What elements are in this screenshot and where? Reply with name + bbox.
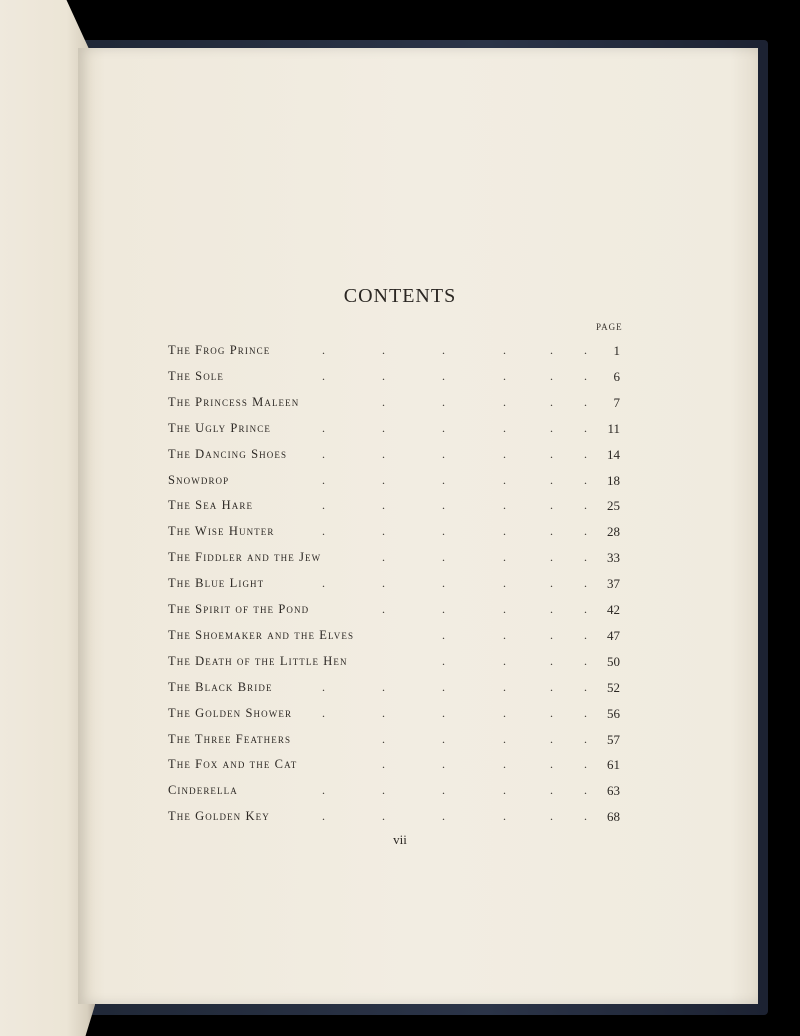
leader-dot: . xyxy=(442,343,445,357)
leader-dot: . xyxy=(382,498,385,513)
leader-dot: . xyxy=(442,783,445,798)
entry-page-number: 11 xyxy=(607,420,620,436)
leader-dot: . xyxy=(442,368,445,383)
contents-entry xyxy=(0,369,800,391)
entry-title: The Dancing Shoes xyxy=(168,446,288,461)
leader-dot: . xyxy=(442,498,445,513)
leader-dot: . xyxy=(550,524,553,539)
contents-entry xyxy=(0,550,800,572)
leader-dot: . xyxy=(442,576,445,591)
contents-entry xyxy=(0,732,800,754)
leader-dot: . xyxy=(550,627,553,642)
leader-dot: . xyxy=(550,602,553,616)
entry-title: The Wise Hunter xyxy=(168,524,275,539)
leader-dot: . xyxy=(503,705,506,720)
leader-dot: . xyxy=(382,394,385,409)
leader-dot: . xyxy=(442,602,445,616)
entry-title: Snowdrop xyxy=(168,472,230,487)
leader-dot: . xyxy=(550,576,553,591)
leader-dot: . xyxy=(550,757,553,772)
leader-dot: . xyxy=(382,472,385,487)
contents-entry xyxy=(0,783,800,805)
contents-entry xyxy=(0,343,800,365)
leader-dot: . xyxy=(442,653,445,668)
leader-dot: . xyxy=(550,731,553,746)
leader-dot: . xyxy=(584,576,587,591)
leader-dot: . xyxy=(584,731,587,746)
leader-dot: . xyxy=(503,550,506,565)
leader-dot: . xyxy=(442,550,445,565)
leader-dot: . xyxy=(584,368,587,383)
page-folio: vii xyxy=(393,832,407,847)
leader-dot: . xyxy=(322,343,325,357)
leader-dot: . xyxy=(584,446,587,461)
entry-title: The Shoemaker and the Elves xyxy=(168,627,355,642)
leader-dot: . xyxy=(442,472,445,487)
contents-entry xyxy=(0,706,800,728)
leader-dot: . xyxy=(503,653,506,668)
leader-dot: . xyxy=(322,446,325,461)
contents-title: CONTENTS xyxy=(343,285,457,307)
leader-dot: . xyxy=(550,653,553,668)
leader-dot: . xyxy=(503,420,506,435)
leader-dot: . xyxy=(322,783,325,798)
contents-entry xyxy=(0,524,800,546)
contents-entry xyxy=(0,757,800,779)
entry-title: The Golden Shower xyxy=(168,705,293,720)
entry-page-number: 57 xyxy=(607,731,620,747)
leader-dot: . xyxy=(322,524,325,539)
leader-dot: . xyxy=(503,524,506,539)
leader-dot: . xyxy=(382,368,385,383)
leader-dot: . xyxy=(503,576,506,591)
leader-dot: . xyxy=(584,343,587,357)
leader-dot: . xyxy=(382,550,385,565)
page-column-heading: PAGE xyxy=(596,322,623,332)
entry-page-number: 50 xyxy=(607,653,620,669)
leader-dot: . xyxy=(584,627,587,642)
leader-dot: . xyxy=(550,705,553,720)
contents-entry xyxy=(0,421,800,443)
leader-dot: . xyxy=(584,498,587,513)
contents-entry xyxy=(0,576,800,598)
leader-dot: . xyxy=(550,498,553,513)
leader-dot: . xyxy=(322,809,325,824)
entry-page-number: 18 xyxy=(607,472,620,488)
leader-dot: . xyxy=(442,705,445,720)
contents-entry xyxy=(0,473,800,495)
leader-dot: . xyxy=(550,783,553,798)
leader-dot: . xyxy=(322,420,325,435)
leader-dot: . xyxy=(550,472,553,487)
contents-entry xyxy=(0,498,800,520)
leader-dot: . xyxy=(584,757,587,772)
entry-title: The Three Feathers xyxy=(168,731,292,746)
leader-dot: . xyxy=(442,757,445,772)
contents-entry xyxy=(0,809,800,831)
leader-dot: . xyxy=(584,394,587,409)
leader-dot: . xyxy=(442,679,445,694)
leader-dot: . xyxy=(550,550,553,565)
leader-dot: . xyxy=(503,472,506,487)
leader-dot: . xyxy=(382,343,385,357)
leader-dot: . xyxy=(503,679,506,694)
leader-dot: . xyxy=(550,809,553,824)
leader-dot: . xyxy=(322,576,325,591)
leader-dot: . xyxy=(584,472,587,487)
leader-dot: . xyxy=(442,731,445,746)
entry-title: The Fox and the Cat xyxy=(168,757,298,772)
leader-dot: . xyxy=(382,679,385,694)
entry-page-number: 68 xyxy=(607,809,620,825)
leader-dot: . xyxy=(584,602,587,616)
entry-page-number: 63 xyxy=(607,783,620,799)
leader-dot: . xyxy=(503,731,506,746)
entry-page-number: 37 xyxy=(607,576,620,592)
leader-dot: . xyxy=(442,446,445,461)
entry-page-number: 56 xyxy=(607,705,620,721)
leader-dot: . xyxy=(584,783,587,798)
leader-dot: . xyxy=(503,368,506,383)
leader-dot: . xyxy=(550,343,553,357)
leader-dot: . xyxy=(503,446,506,461)
leader-dot: . xyxy=(322,472,325,487)
leader-dot: . xyxy=(503,602,506,616)
entry-title: The Frog Prince xyxy=(168,343,271,357)
entry-title: The Sea Hare xyxy=(168,498,254,513)
leader-dot: . xyxy=(382,602,385,616)
leader-dot: . xyxy=(382,420,385,435)
leader-dot: . xyxy=(322,679,325,694)
entry-title: The Black Bride xyxy=(168,679,273,694)
leader-dot: . xyxy=(322,498,325,513)
leader-dot: . xyxy=(550,679,553,694)
contents-entry xyxy=(0,628,800,650)
leader-dot: . xyxy=(382,446,385,461)
leader-dot: . xyxy=(442,809,445,824)
leader-dot: . xyxy=(550,446,553,461)
leader-dot: . xyxy=(322,368,325,383)
entry-page-number: 33 xyxy=(607,550,620,566)
leader-dot: . xyxy=(382,576,385,591)
leader-dot: . xyxy=(382,524,385,539)
entry-title: The Ugly Prince xyxy=(168,420,271,435)
leader-dot: . xyxy=(503,498,506,513)
entry-page-number: 52 xyxy=(607,679,620,695)
leader-dot: . xyxy=(382,705,385,720)
leader-dot: . xyxy=(503,783,506,798)
entry-page-number: 42 xyxy=(607,602,620,617)
entry-page-number: 6 xyxy=(613,368,620,384)
leader-dot: . xyxy=(550,368,553,383)
entry-title: The Blue Light xyxy=(168,576,265,591)
leader-dot: . xyxy=(322,705,325,720)
leader-dot: . xyxy=(584,679,587,694)
entry-title: The Princess Maleen xyxy=(168,394,300,409)
contents-entry xyxy=(0,447,800,469)
leader-dot: . xyxy=(550,420,553,435)
leader-dot: . xyxy=(382,783,385,798)
entry-page-number: 28 xyxy=(607,524,620,540)
entry-page-number: 47 xyxy=(607,627,620,643)
contents-entry xyxy=(0,654,800,676)
entry-page-number: 7 xyxy=(613,394,620,410)
leader-dot: . xyxy=(503,809,506,824)
leader-dot: . xyxy=(584,653,587,668)
leader-dot: . xyxy=(382,731,385,746)
entry-title: The Golden Key xyxy=(168,809,270,824)
contents-entry xyxy=(0,602,800,624)
leader-dot: . xyxy=(503,343,506,357)
entry-title: Cinderella xyxy=(168,783,238,798)
entry-title: The Death of the Little Hen xyxy=(168,653,348,668)
entry-page-number: 1 xyxy=(613,343,620,358)
leader-dot: . xyxy=(584,705,587,720)
leader-dot: . xyxy=(503,394,506,409)
contents-entry xyxy=(0,395,800,417)
entry-page-number: 14 xyxy=(607,446,620,462)
leader-dot: . xyxy=(584,524,587,539)
leader-dot: . xyxy=(382,757,385,772)
leader-dot: . xyxy=(503,627,506,642)
entry-page-number: 61 xyxy=(607,757,620,773)
leader-dot: . xyxy=(442,524,445,539)
entry-title: The Fiddler and the Jew xyxy=(168,550,322,565)
leader-dot: . xyxy=(584,550,587,565)
entry-page-number: 25 xyxy=(607,498,620,514)
leader-dot: . xyxy=(503,757,506,772)
leader-dot: . xyxy=(442,420,445,435)
contents-entry xyxy=(0,680,800,702)
leader-dot: . xyxy=(584,420,587,435)
leader-dot: . xyxy=(442,627,445,642)
leader-dot: . xyxy=(550,394,553,409)
entry-title: The Sole xyxy=(168,368,225,383)
leader-dot: . xyxy=(382,809,385,824)
leader-dot: . xyxy=(442,394,445,409)
leader-dot: . xyxy=(584,809,587,824)
entry-title: The Spirit of the Pond xyxy=(168,602,310,616)
